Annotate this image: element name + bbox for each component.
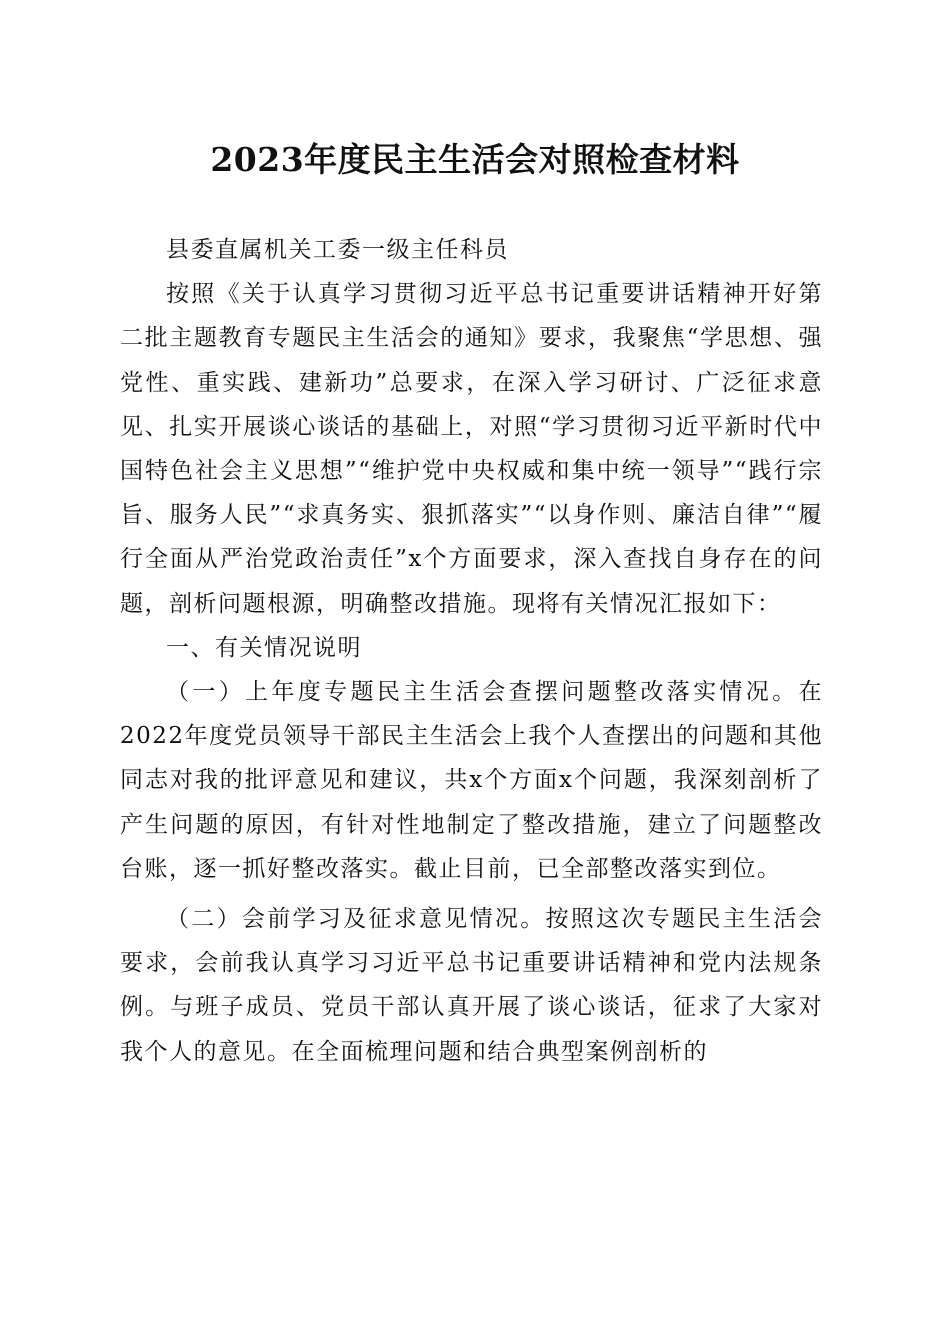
document-body: [120, 228, 823, 1074]
item-1-lead: （一）上年度专题民主生活会查摆问题整改落实情况。: [166, 679, 799, 706]
section-heading: 一、有关情况说明: [166, 634, 362, 661]
item-2-text: 按照这次专题民主生活会要求，会前我认真学习习近平总书记重要讲话精神和党内法规条例。与班子成员、党员干部认真开展了谈心谈话，征求了大家对我个人的意见。在全面梳理问题和结合典型案例剖析的: [120, 906, 824, 1065]
author-line: 县委直属机关工委一级主任科员: [166, 237, 509, 263]
document-title: 2023年度民主生活会对照检查材料: [210, 140, 740, 179]
intro-paragraph: 按照《关于认真学习贯彻习近平总书记重要讲话精神开好第二批主题教育专题民主生活会的通知》要求，我聚焦“学思想、强党性、重实践、建新功”总要求，在深入学习研讨、广泛征求意见、扎实开展谈心谈话的基础上，对照“学习贯彻习近平新时代中国特色社会主义思想”“维护党中央权威和集中统一领导”“践行宗旨、服务人民”“求真务实、狠抓落实”“以身作则、廉洁自律”“履行全面从严治党政治责任”x个方面要求，深入查找自身存在的问题，剖析问题根源，明确整改措施。现将有关情况汇报如下：: [120, 281, 823, 617]
item-1-paragraph: [120, 670, 823, 891]
item-2-lead: （二）会前学习及征求意见情况。: [166, 906, 546, 933]
item-1-text: 在2022年度党员领导干部民主生活会上我个人查摆出的问题和其他同志对我的批评意见和建议，共x个方面x个问题，我深刻剖析了产生问题的原因，有针对性地制定了整改措施，建立了问题整改台账，逐一抓好整改落实。截止目前，已全部整改落实到位。: [120, 679, 823, 882]
item-2-paragraph: [120, 897, 823, 1074]
